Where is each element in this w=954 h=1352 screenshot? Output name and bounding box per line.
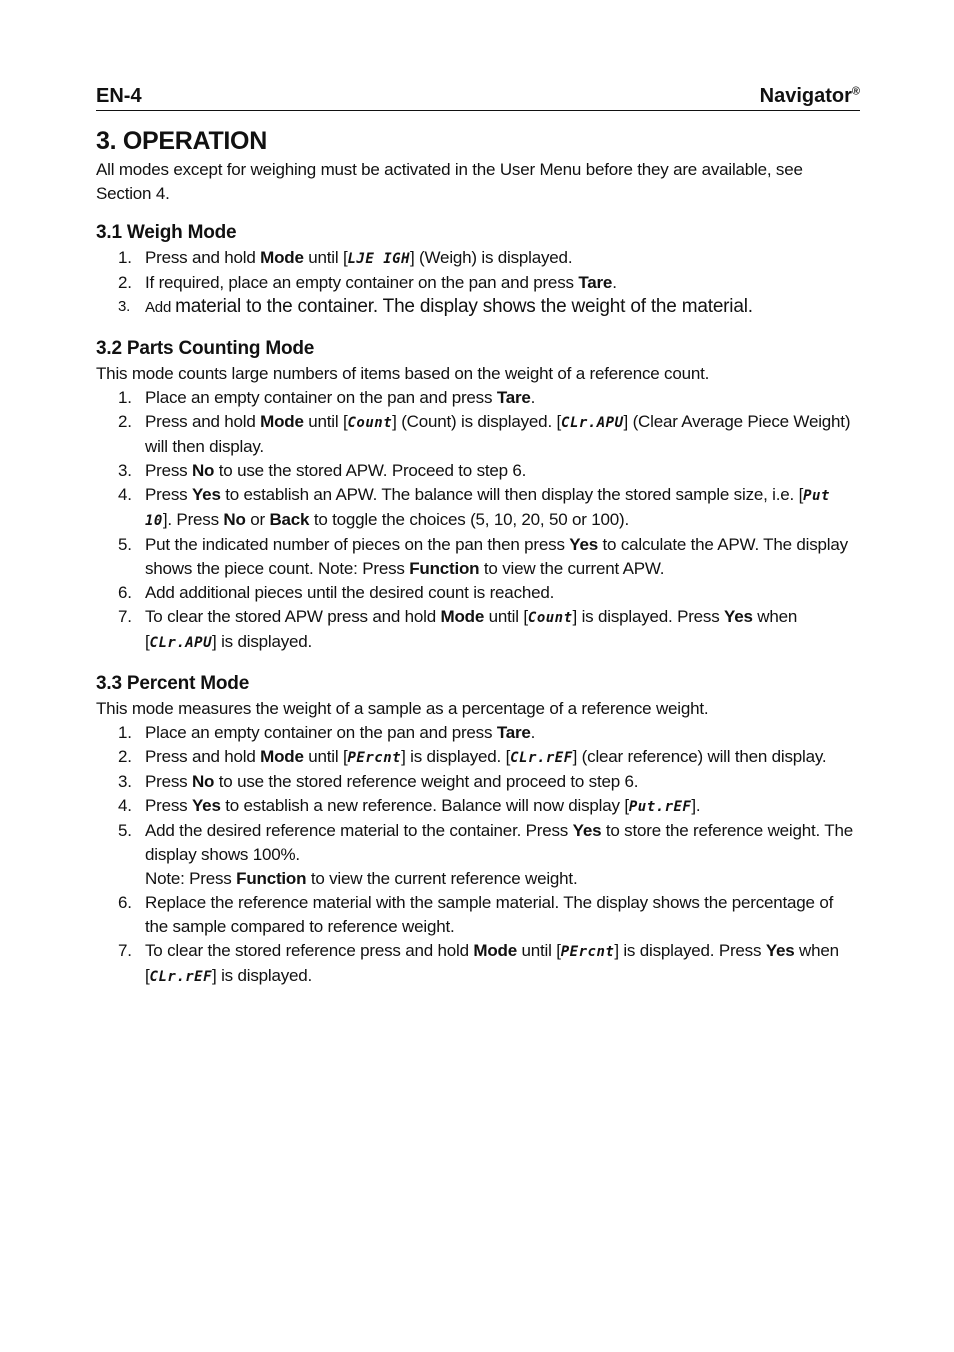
product-name: [760, 85, 860, 108]
list-item: [118, 459, 860, 483]
percent-mode-heading: 3.3 Percent Mode: [96, 673, 250, 694]
display-readout: LJE IGH: [347, 251, 411, 267]
list-item: [118, 721, 860, 745]
display-readout: Put 10: [145, 488, 830, 529]
step-text: Add the desired reference material to the container. Press Yes to store the reference weight. The display shows 100%. Note: Press Function to view the current reference weight.: [145, 819, 860, 891]
step-text: Press No to use the stored APW. Proceed to step 6.: [145, 461, 527, 480]
step-number: 3.: [118, 772, 132, 791]
section-title: 3. OPERATION: [96, 127, 267, 155]
step-number: 2.: [118, 747, 132, 766]
list-item: [118, 819, 860, 891]
step-number: 1.: [118, 723, 132, 742]
display-readout: Count: [527, 610, 573, 626]
step-text: Add material to the container. The display shows the weight of the material.: [145, 296, 753, 317]
list-item: [118, 246, 860, 271]
step-number: 7.: [118, 607, 132, 626]
list-item: [118, 939, 860, 989]
list-item: [118, 533, 860, 581]
step-note: Note: Press Function to view the current reference weight.: [145, 869, 578, 888]
step-text: Put the indicated number of pieces on the pan then press Yes to calculate the APW. The display shows the piece count. Note: Press Function to view the current APW.: [145, 535, 848, 578]
step-number: 4.: [118, 485, 132, 504]
step-number: 1.: [118, 248, 132, 267]
step-text: Place an empty container on the pan and press Tare.: [145, 388, 536, 407]
weigh-steps: [96, 246, 860, 320]
list-item: [118, 295, 860, 320]
percent-mode-intro: This mode measures the weight of a sample as a percentage of a reference weight.: [96, 699, 709, 718]
step-text: Press No to use the stored reference weight and proceed to step 6.: [145, 772, 639, 791]
weigh-mode-heading: 3.1 Weigh Mode: [96, 222, 237, 243]
display-readout: CLr.APU: [561, 415, 624, 431]
list-item: [118, 605, 860, 655]
step-number: 7.: [118, 941, 132, 960]
step-number: 2.: [118, 412, 132, 431]
percent-mode-steps: [96, 721, 860, 989]
step-number: 6.: [118, 893, 132, 912]
list-item: [118, 794, 860, 819]
product-name-text: Navigator: [759, 85, 852, 107]
parts-counting-intro: This mode counts large numbers of items based on the weight of a reference count.: [96, 364, 710, 383]
display-readout: CLr.rEF: [510, 750, 573, 766]
list-item: [118, 271, 860, 295]
step-number: 2.: [118, 273, 132, 292]
display-readout: Put.rEF: [628, 799, 692, 815]
step-text: To clear the stored reference press and hold Mode until [PErcnt] is displayed. Press Yes when [CLr.rEF] is displayed.: [145, 941, 839, 985]
display-readout: CLr.rEF: [149, 969, 213, 985]
step-number: 6.: [118, 583, 132, 602]
step-number: 5.: [118, 535, 132, 554]
parts-counting-heading: 3.2 Parts Counting Mode: [96, 338, 315, 359]
list-item: [118, 410, 860, 459]
manual-page: [96, 78, 860, 989]
section-intro: All modes except for weighing must be activated in the User Menu before they are available, see Section 4.: [96, 160, 803, 203]
page-header: [96, 78, 860, 111]
step-text: Press and hold Mode until [LJE IGH] (Weigh) is displayed.: [145, 248, 573, 267]
step-text: Add additional pieces until the desired count is reached.: [145, 583, 555, 602]
list-item: [118, 770, 860, 794]
step-text: Press Yes to establish an APW. The balance will then display the stored sample size, i.e. [Put 10]. Press No or Back to toggle the choices (5, 10, 20, 50 or 100).: [145, 485, 830, 529]
list-item: [118, 386, 860, 410]
list-item: [118, 745, 860, 770]
list-item: [118, 483, 860, 533]
page-number: EN-4: [96, 85, 142, 107]
list-item: [118, 581, 860, 605]
parts-counting-steps: [96, 386, 860, 655]
display-readout: CLr.APU: [149, 635, 213, 651]
step-number: 3.: [118, 298, 131, 315]
step-text: Replace the reference material with the sample material. The display shows the percentage of the sample compared to reference weight.: [145, 893, 834, 936]
step-number: 4.: [118, 796, 132, 815]
list-item: [118, 891, 860, 939]
step-text: Press and hold Mode until [PErcnt] is displayed. [CLr.rEF] (clear reference) will then display.: [145, 747, 827, 766]
display-readout: PErcnt: [560, 944, 615, 960]
step-text: Press Yes to establish a new reference. Balance will now display [Put.rEF].: [145, 796, 701, 815]
step-number: 3.: [118, 461, 132, 480]
display-readout: Count: [347, 415, 393, 431]
step-text: Place an empty container on the pan and press Tare.: [145, 723, 536, 742]
step-number: 1.: [118, 388, 132, 407]
step-number: 5.: [118, 821, 132, 840]
display-readout: PErcnt: [347, 750, 402, 766]
step-text: To clear the stored APW press and hold Mode until [Count] is displayed. Press Yes when [CLr.APU] is displayed.: [145, 607, 798, 651]
step-text: Press and hold Mode until [Count] (Count) is displayed. [CLr.APU] (Clear Average Piece Weight) will then display.: [145, 412, 851, 456]
step-text: If required, place an empty container on the pan and press Tare.: [145, 273, 617, 292]
registered-mark: ®: [851, 85, 860, 98]
